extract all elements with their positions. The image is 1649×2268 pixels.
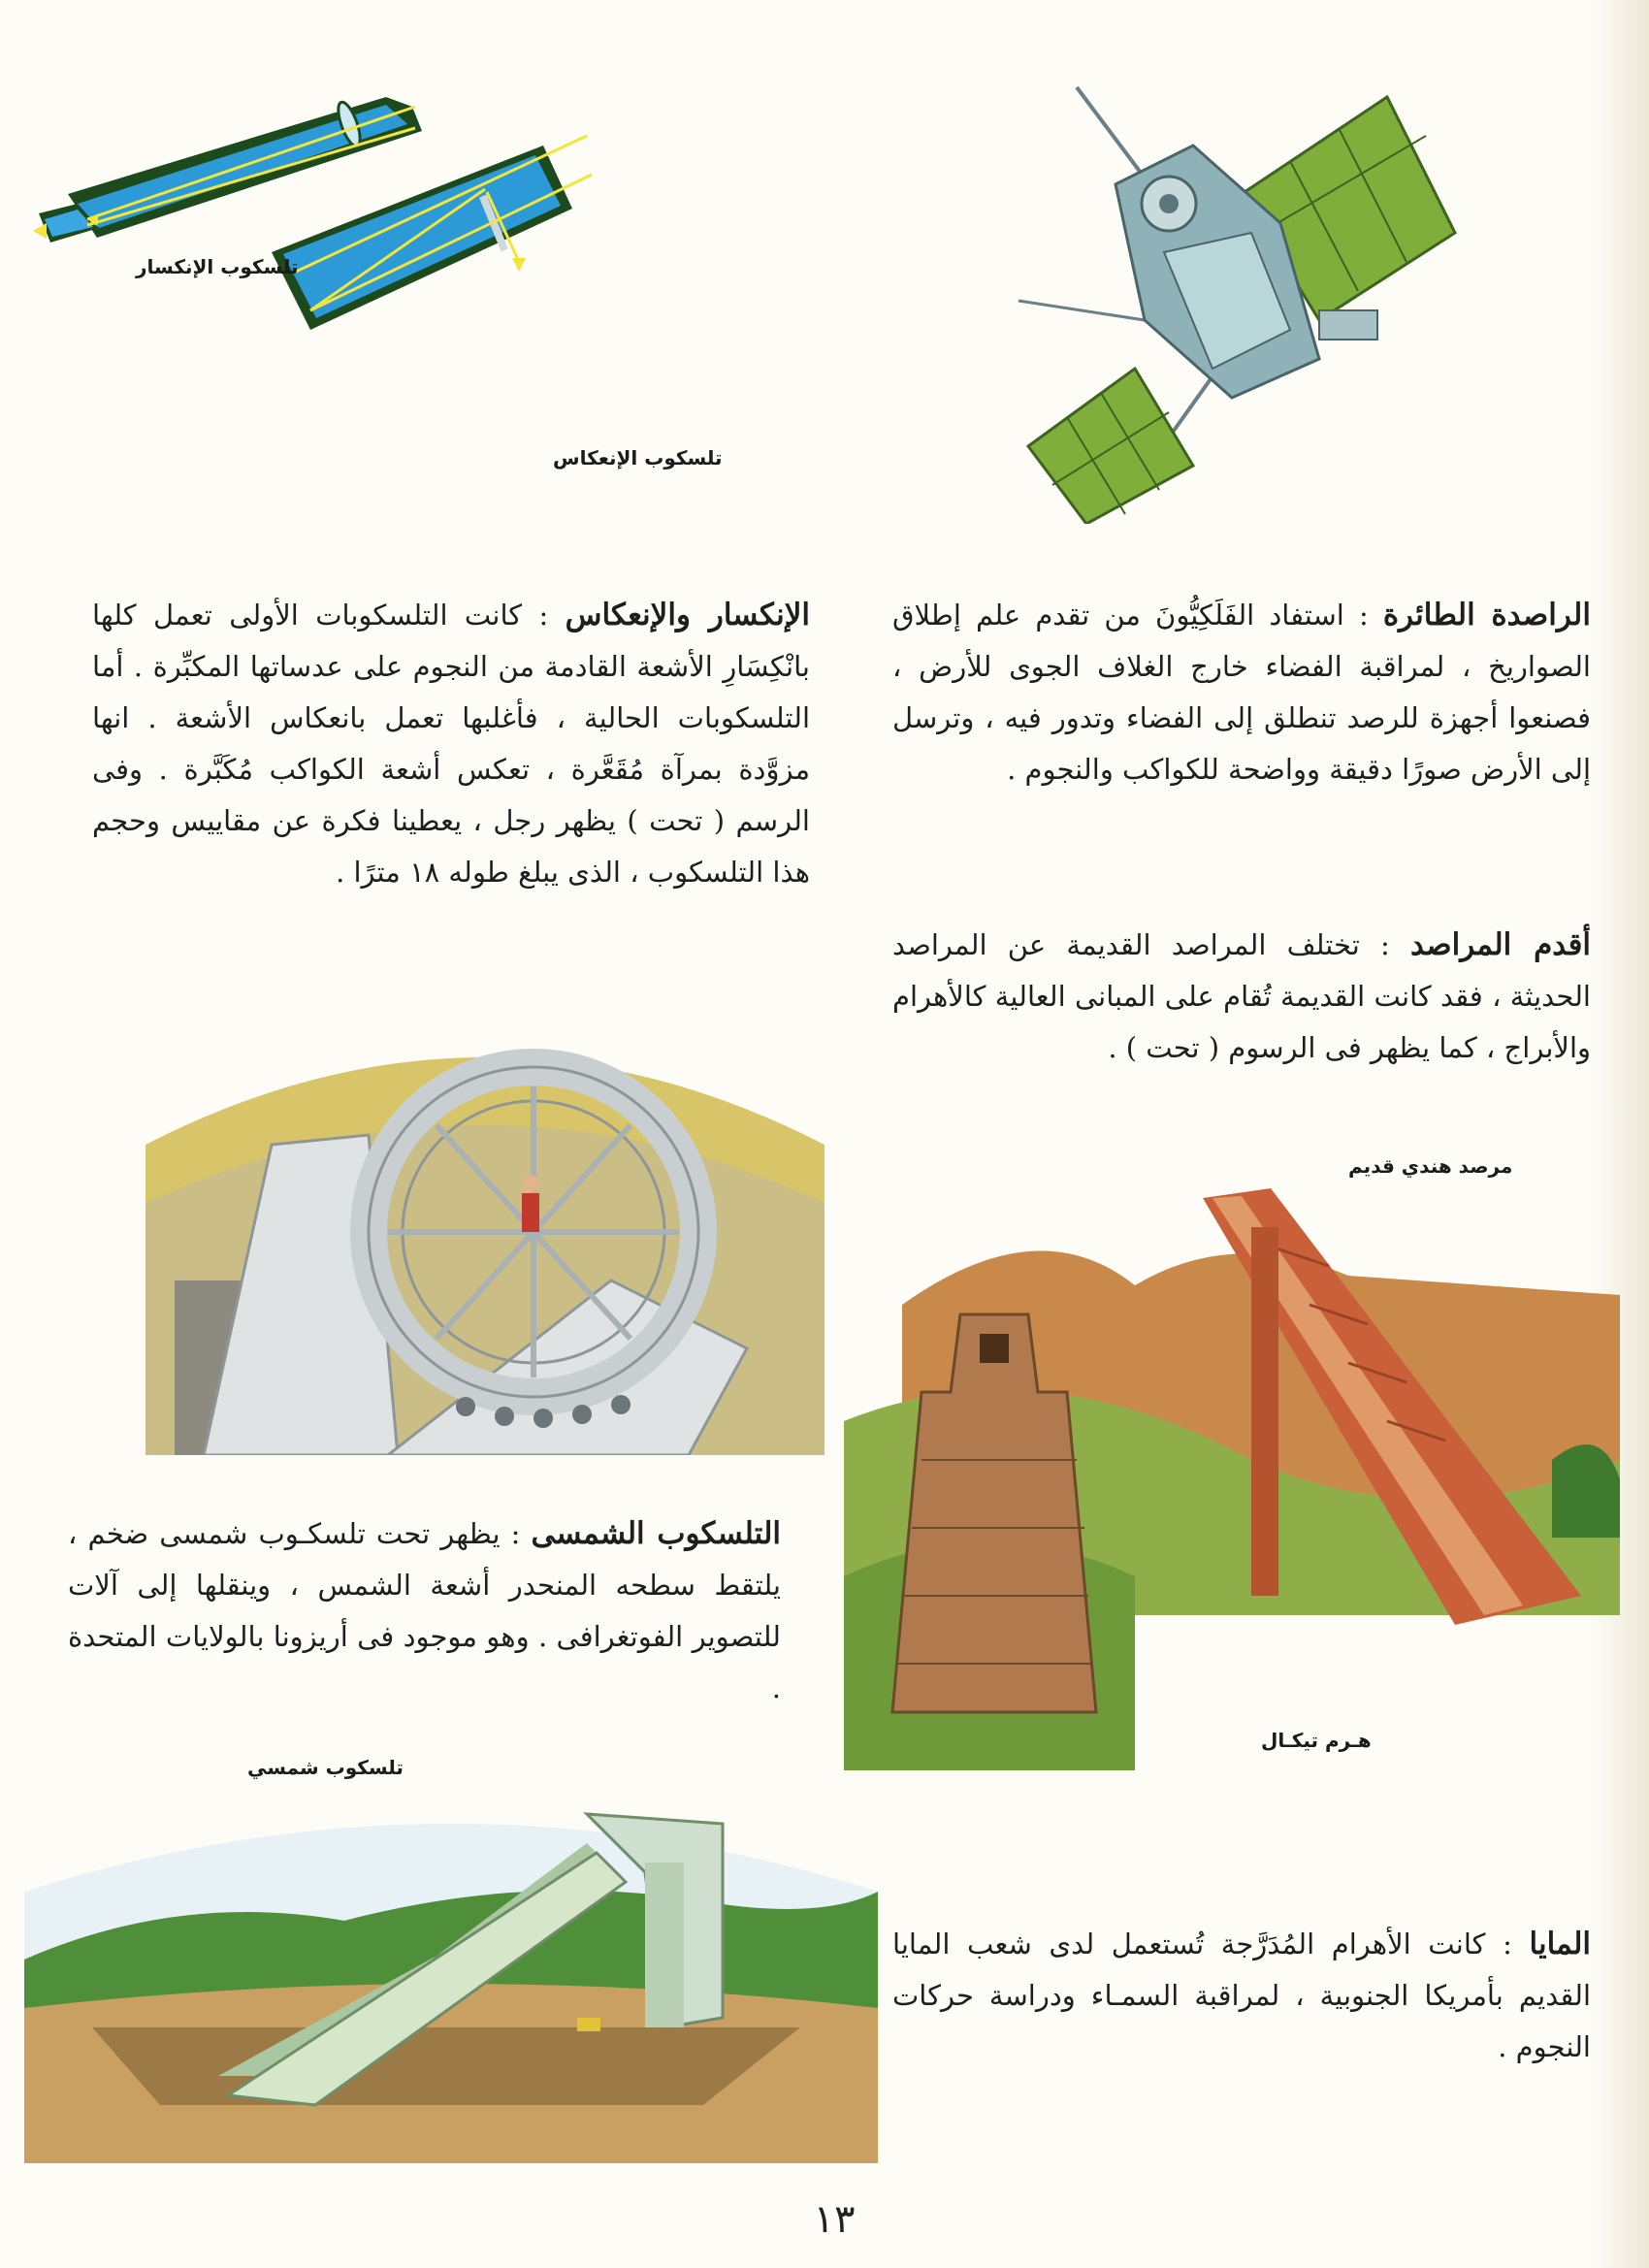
- caption-indian-observatory: مرصد هندي قديم: [1348, 1154, 1513, 1178]
- section-oldest-observatories: [892, 920, 1591, 1074]
- heading-flying-observatory: الراصدة الطائرة: [1382, 598, 1591, 632]
- satellite-illustration: [999, 78, 1465, 524]
- page-number: ١٣: [813, 2197, 856, 2242]
- section-flying-observatory: [892, 590, 1591, 795]
- page-edge-shadow: [1591, 0, 1649, 2268]
- caption-reflecting-telescope: تلسكوب الإنعكاس: [553, 446, 723, 470]
- heading-refraction-reflection: الإنكسار والإنعكاس: [565, 598, 810, 632]
- body-solar-telescope: : يظهر تحت تلسكـوب شمسى ضخم ، يلتقط سطحه المنحدر أشعة الشمس ، وينقلها إلى آلات للتصوير الفوتغرافى . وهو موجود فى أريزونا بالولايات المتحدة .: [68, 1517, 781, 1704]
- body-oldest-observatories: : تختلف المراصد القديمة عن المراصد الحديثة ، فقد كانت القديمة تُقام على المبانى العالية كالأهرام والأبراج ، كما يظهر فى الرسوم ( تحت ) .: [892, 928, 1591, 1064]
- telescopes-diagram: [29, 68, 601, 349]
- heading-solar-telescope: التلسكوب الشمسى: [531, 1516, 781, 1551]
- body-flying-observatory: : استفاد الفَلَكِيُّونَ من تقدم علم إطلاق الصواريخ ، لمراقبة الفضاء خارج الغلاف الجوى للأرض ، فصنعوا أجهزة للرصد تنطلق إلى الفضاء وتدور فيه ، وترسل إلى الأرض صورًا دقيقة وواضحة للكواكب والنجوم .: [892, 599, 1591, 786]
- caption-solar-telescope: تلسكوب شمسي: [247, 1756, 404, 1779]
- body-refraction-reflection: : كانت التلسكوبات الأولى تعمل كلها بانْكِسَارِ الأشعة القادمة من النجوم على عدساتها المكبِّرة . أما التلسكوبات الحالية ، فأغلبها تعمل بانعكاس الأشعة . انها مزوَّدة بمرآة مُقَعَّرة ، تعكس أشعة الكواكب مُكَبَّرة . وفى الرسم ( تحت ) يظهر رجل ، يعطينا فكرة عن مقاييس وحجم هذا التلسكوب ، الذى يبلغ طوله ١٨ مترًا .: [92, 599, 810, 889]
- caption-tikal-pyramid: هـرم تيكـال: [1261, 1729, 1372, 1752]
- solar-telescope-illustration: [24, 1785, 878, 2163]
- ancient-observatories-illustration: [844, 1169, 1620, 1770]
- heading-oldest-observatories: أقدم المراصد: [1410, 927, 1591, 962]
- section-refraction-reflection: [92, 590, 810, 898]
- section-maya: [892, 1919, 1591, 2073]
- body-maya: : كانت الأهرام المُدَرَّجة تُستعمل لدى شعب المايا القديم بأمريكا الجنوبية ، لمراقبة السمـاء ودراسة حركات النجوم .: [892, 1928, 1591, 2063]
- large-telescope-illustration: [146, 1028, 824, 1455]
- section-solar-telescope: [68, 1508, 781, 1714]
- heading-maya: المايا: [1529, 1927, 1591, 1961]
- reflecting-telescope-illustration: [272, 136, 592, 330]
- caption-refracting-telescope: تلسكوب الإنكسار: [136, 255, 299, 278]
